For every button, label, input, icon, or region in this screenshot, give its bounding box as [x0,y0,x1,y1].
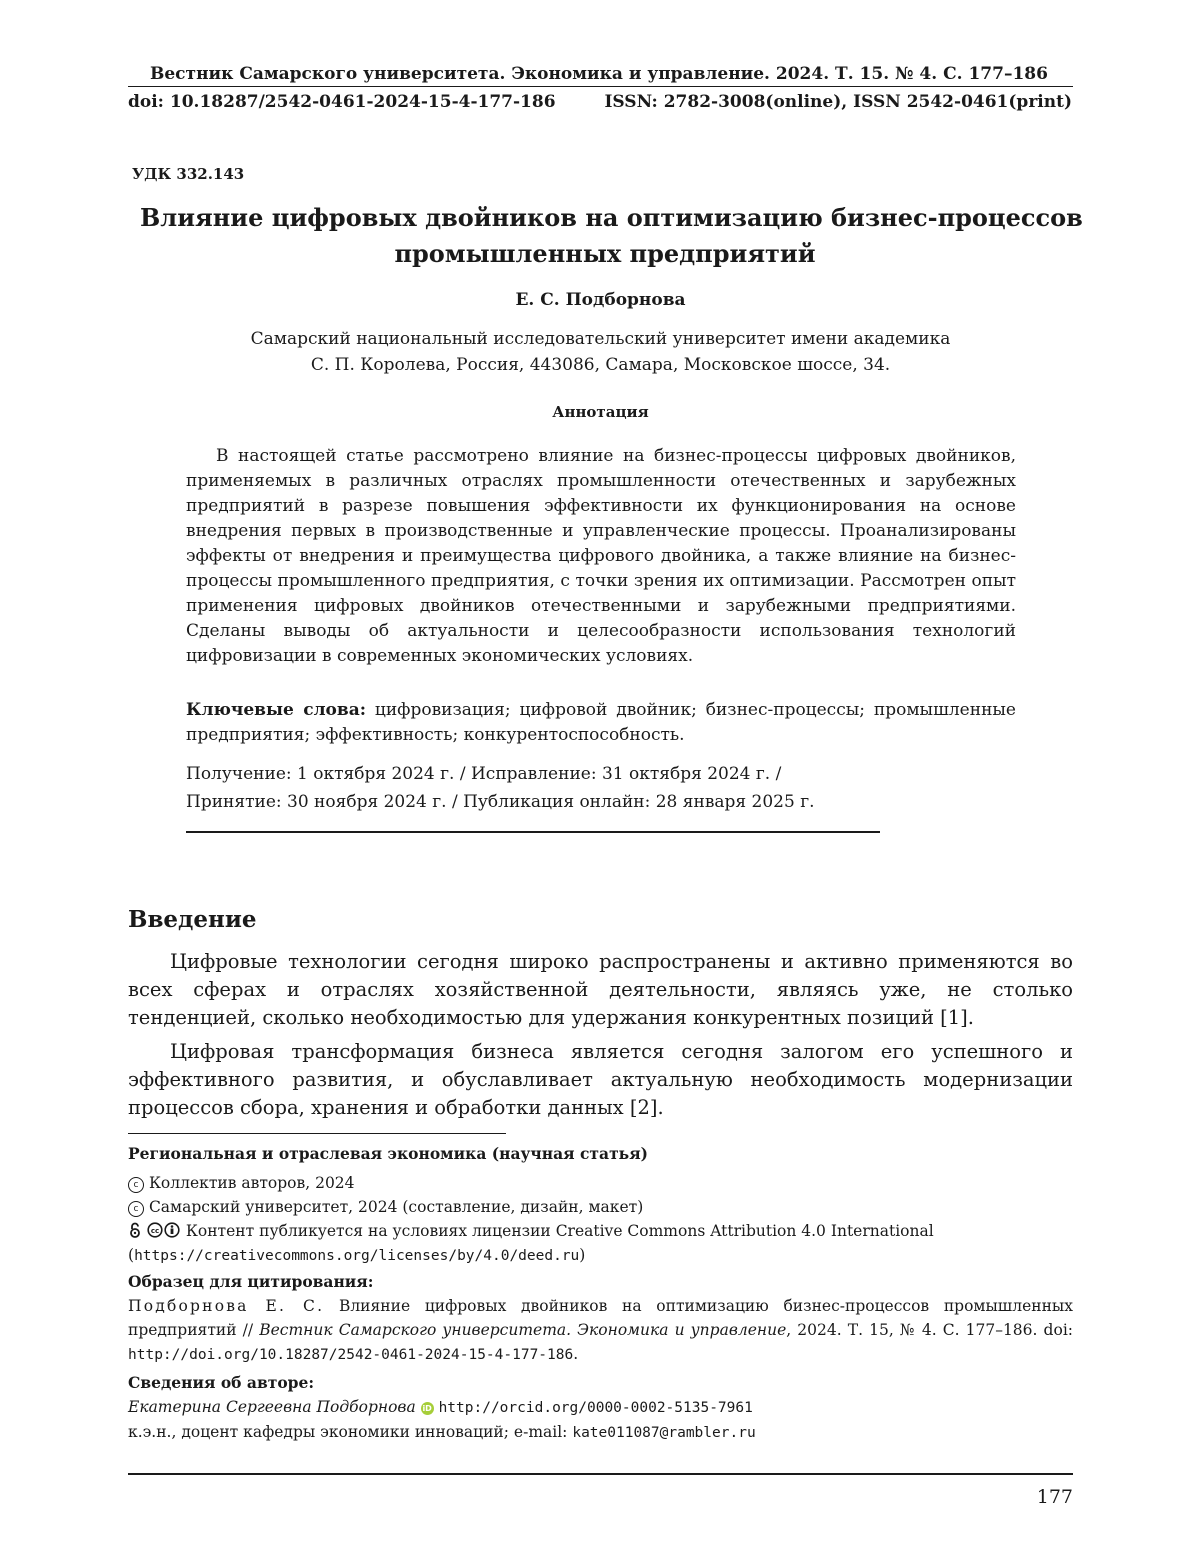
section-heading-intro: Введение [128,906,257,933]
article-title [140,200,1070,272]
affiliation-line-2: С. П. Королева, Россия, 443086, Самара, Московское шоссе, 34. [128,352,1073,378]
copyright-authors: Коллектив авторов, 2024 [149,1174,355,1192]
copyright-icon: c [128,1201,144,1217]
cc-license-icon [147,1222,186,1240]
article-category: Региональная и отраслевая экономика (научная статья) [128,1142,1073,1166]
abstract-heading: Аннотация [128,403,1073,421]
header-doi: doi: 10.18287/2542-0461-2024-15-4-177-186 [128,92,556,112]
abstract-rule [186,831,880,833]
orcid-icon: iD [421,1402,434,1415]
keywords [186,698,1016,748]
footnote-rule [128,1133,506,1134]
keywords-label: Ключевые слова: [186,700,366,720]
keywords-text: цифровизация; цифровой двойник; бизнес-процессы; промышленные предприятия; эффективность; конкурентоспособность. [186,700,1016,745]
header-rule [128,86,1073,87]
abstract-text: В настоящей статье рассмотрено влияние на бизнес-процессы цифровых двойников, применяемых в различных отраслях промышленности отечественных и зарубежных предприятий в разрезе повышения эффективности их функционирования на основе внедрения первых в производственные и управленческие процессы. Проанализированы эффекты от внедрения и преимущества цифрового двойника, а также влияние на бизнес-процессы промышленного предприятия, с точки зрения их оптимизации. Рассмотрен опыт применения цифровых двойников отечественными и зарубежными предприятиями. Сделаны выводы об актуальности и целесообразности использования технологий цифровизации в современных экономических условиях. [186,444,1016,669]
footer-rule [128,1473,1073,1475]
author-info [128,1395,1073,1445]
article-title-line-1: Влияние цифровых двойников на оптимизацию бизнес-процессов [140,200,1070,236]
header-issn: ISSN: 2782-3008(online), ISSN 2542-0461(print) [604,92,1072,112]
copyright-icon: c [128,1177,144,1193]
page-number: 177 [1037,1486,1073,1508]
affiliation [128,326,1073,378]
citation-doi-link[interactable]: http://doi.org/10.18287/2542-0461-2024-15-4-177-186 [128,1347,573,1363]
svg-text:cc: cc [151,1227,159,1235]
license-link[interactable]: https://creativecommons.org/licenses/by/4.0/deed.ru [134,1248,579,1264]
open-access-icon [128,1222,147,1240]
affiliation-line-1: Самарский национальный исследовательский университет имени академика [128,326,1073,352]
author-position: к.э.н., доцент кафедры экономики инноваций; e-mail: [128,1423,567,1441]
author-name: Е. С. Подборнова [128,290,1073,310]
copyright-block: c Коллектив авторов, 2024 c Самарский университет, 2024 (составление, дизайн, макет) cc Контент публикуется на условиях лицензии Creative Commons Attribution 4.0 International (https://creativecommons.org/licenses/by/4.0/deed.ru) [128,1171,1073,1268]
article-dates [186,760,1016,816]
citation-heading: Образец для цитирования: [128,1270,1073,1294]
author-info-heading: Сведения об авторе: [128,1371,1073,1395]
intro-paragraph-2: Цифровая трансформация бизнеса является сегодня залогом его успешного и эффективного развития, и обуславливает актуальную необходимость модернизации процессов сбора, хранения и обработки данных [2]. [128,1038,1073,1122]
udk-code: УДК 332.143 [132,165,244,183]
journal-header: Вестник Самарского университета. Экономика и управление. 2024. Т. 15. № 4. С. 177–186 [150,64,1060,84]
citation-text: Подборнова Е. С. Влияние цифровых двойников на оптимизацию бизнес-процессов промышленных предприятий // Вестник Самарского университета. Экономика и управление, 2024. Т. 15, № 4. С. 177–186. doi: http://doi.org/10.18287/2542-0461-2024-15-4-177-186. [128,1294,1073,1367]
citation-details: , 2024. Т. 15, № 4. С. 177–186. doi: [786,1321,1073,1339]
journal-page [0,0,1200,1553]
dates-line-1: Получение: 1 октября 2024 г. / Исправление: 31 октября 2024 г. / [186,760,1016,788]
citation-journal: Вестник Самарского университета. Экономика и управление [259,1321,786,1339]
article-title-line-2: промышленных предприятий [140,236,1070,272]
intro-body [128,948,1073,1128]
dates-line-2: Принятие: 30 ноября 2024 г. / Публикация онлайн: 28 января 2025 г. [186,788,1016,816]
citation-title: Влияние цифровых двойников на оптимизацию бизнес-процессов промышленных предприятий // [128,1297,1073,1339]
citation-author: Подборнова Е. С. [128,1297,324,1315]
license-text: Контент публикуется на условиях лицензии Creative Commons Attribution 4.0 International [186,1222,934,1240]
author-full-name: Екатерина Сергеевна Подборнова [128,1398,416,1416]
author-email-link[interactable]: kate011087@rambler.ru [572,1425,755,1441]
intro-paragraph-1: Цифровые технологии сегодня широко распространены и активно применяются во всех сферах и отраслях хозяйственной деятельности, являясь уже, не столько тенденцией, сколько необходимостью для удержания конкурентных позиций [1]. [128,948,1073,1032]
orcid-link[interactable]: http://orcid.org/0000-0002-5135-7961 [439,1400,753,1416]
copyright-university: Самарский университет, 2024 (составление, дизайн, макет) [149,1198,643,1216]
